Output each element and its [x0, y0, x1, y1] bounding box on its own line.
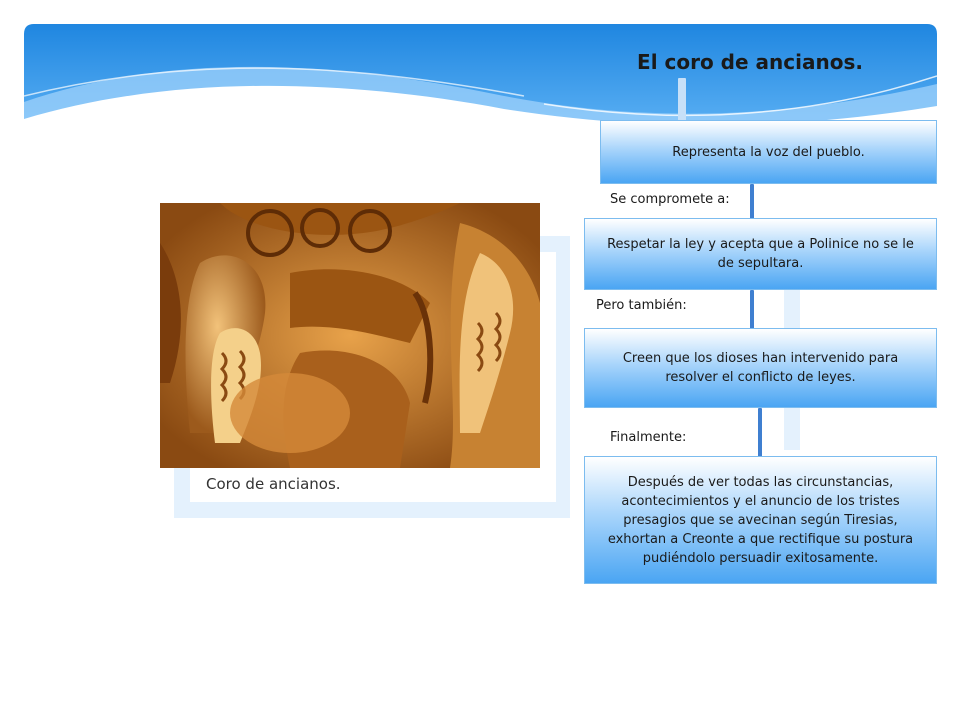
slide-title: El coro de ancianos. [637, 50, 863, 74]
connector-3 [758, 408, 762, 457]
diagram-root-text: Representa la voz del pueblo. [672, 144, 865, 160]
step-2-box [584, 328, 937, 408]
step-2-text: Creen que los dioses han intervenido para resolver el conflicto de leyes. [622, 351, 899, 385]
step-3-box [584, 456, 937, 584]
step-1-text: Respetar la ley y acepta que a Polinice no se le de sepultara. [607, 237, 914, 271]
step-3-text: Después de ver todas las circunstancias, acontecimientos y el anuncio de los tristes presagios que se avecinan según Tiresias, exhortan a Creonte a que rectifique su postura pudiéndolo persuadir exitosamente. [607, 474, 914, 566]
title-connector [678, 78, 686, 122]
diagram-root-box [600, 120, 937, 184]
step-3-label: Finalmente: [610, 430, 687, 445]
elders-relief-image [160, 203, 540, 468]
step-1-label: Se compromete a: [610, 192, 730, 207]
image-caption: Coro de ancianos. [206, 475, 341, 493]
step-2-label: Pero también: [596, 298, 687, 313]
step-1-box [584, 218, 937, 290]
connector-2 [750, 290, 754, 329]
connector-1 [750, 184, 754, 219]
